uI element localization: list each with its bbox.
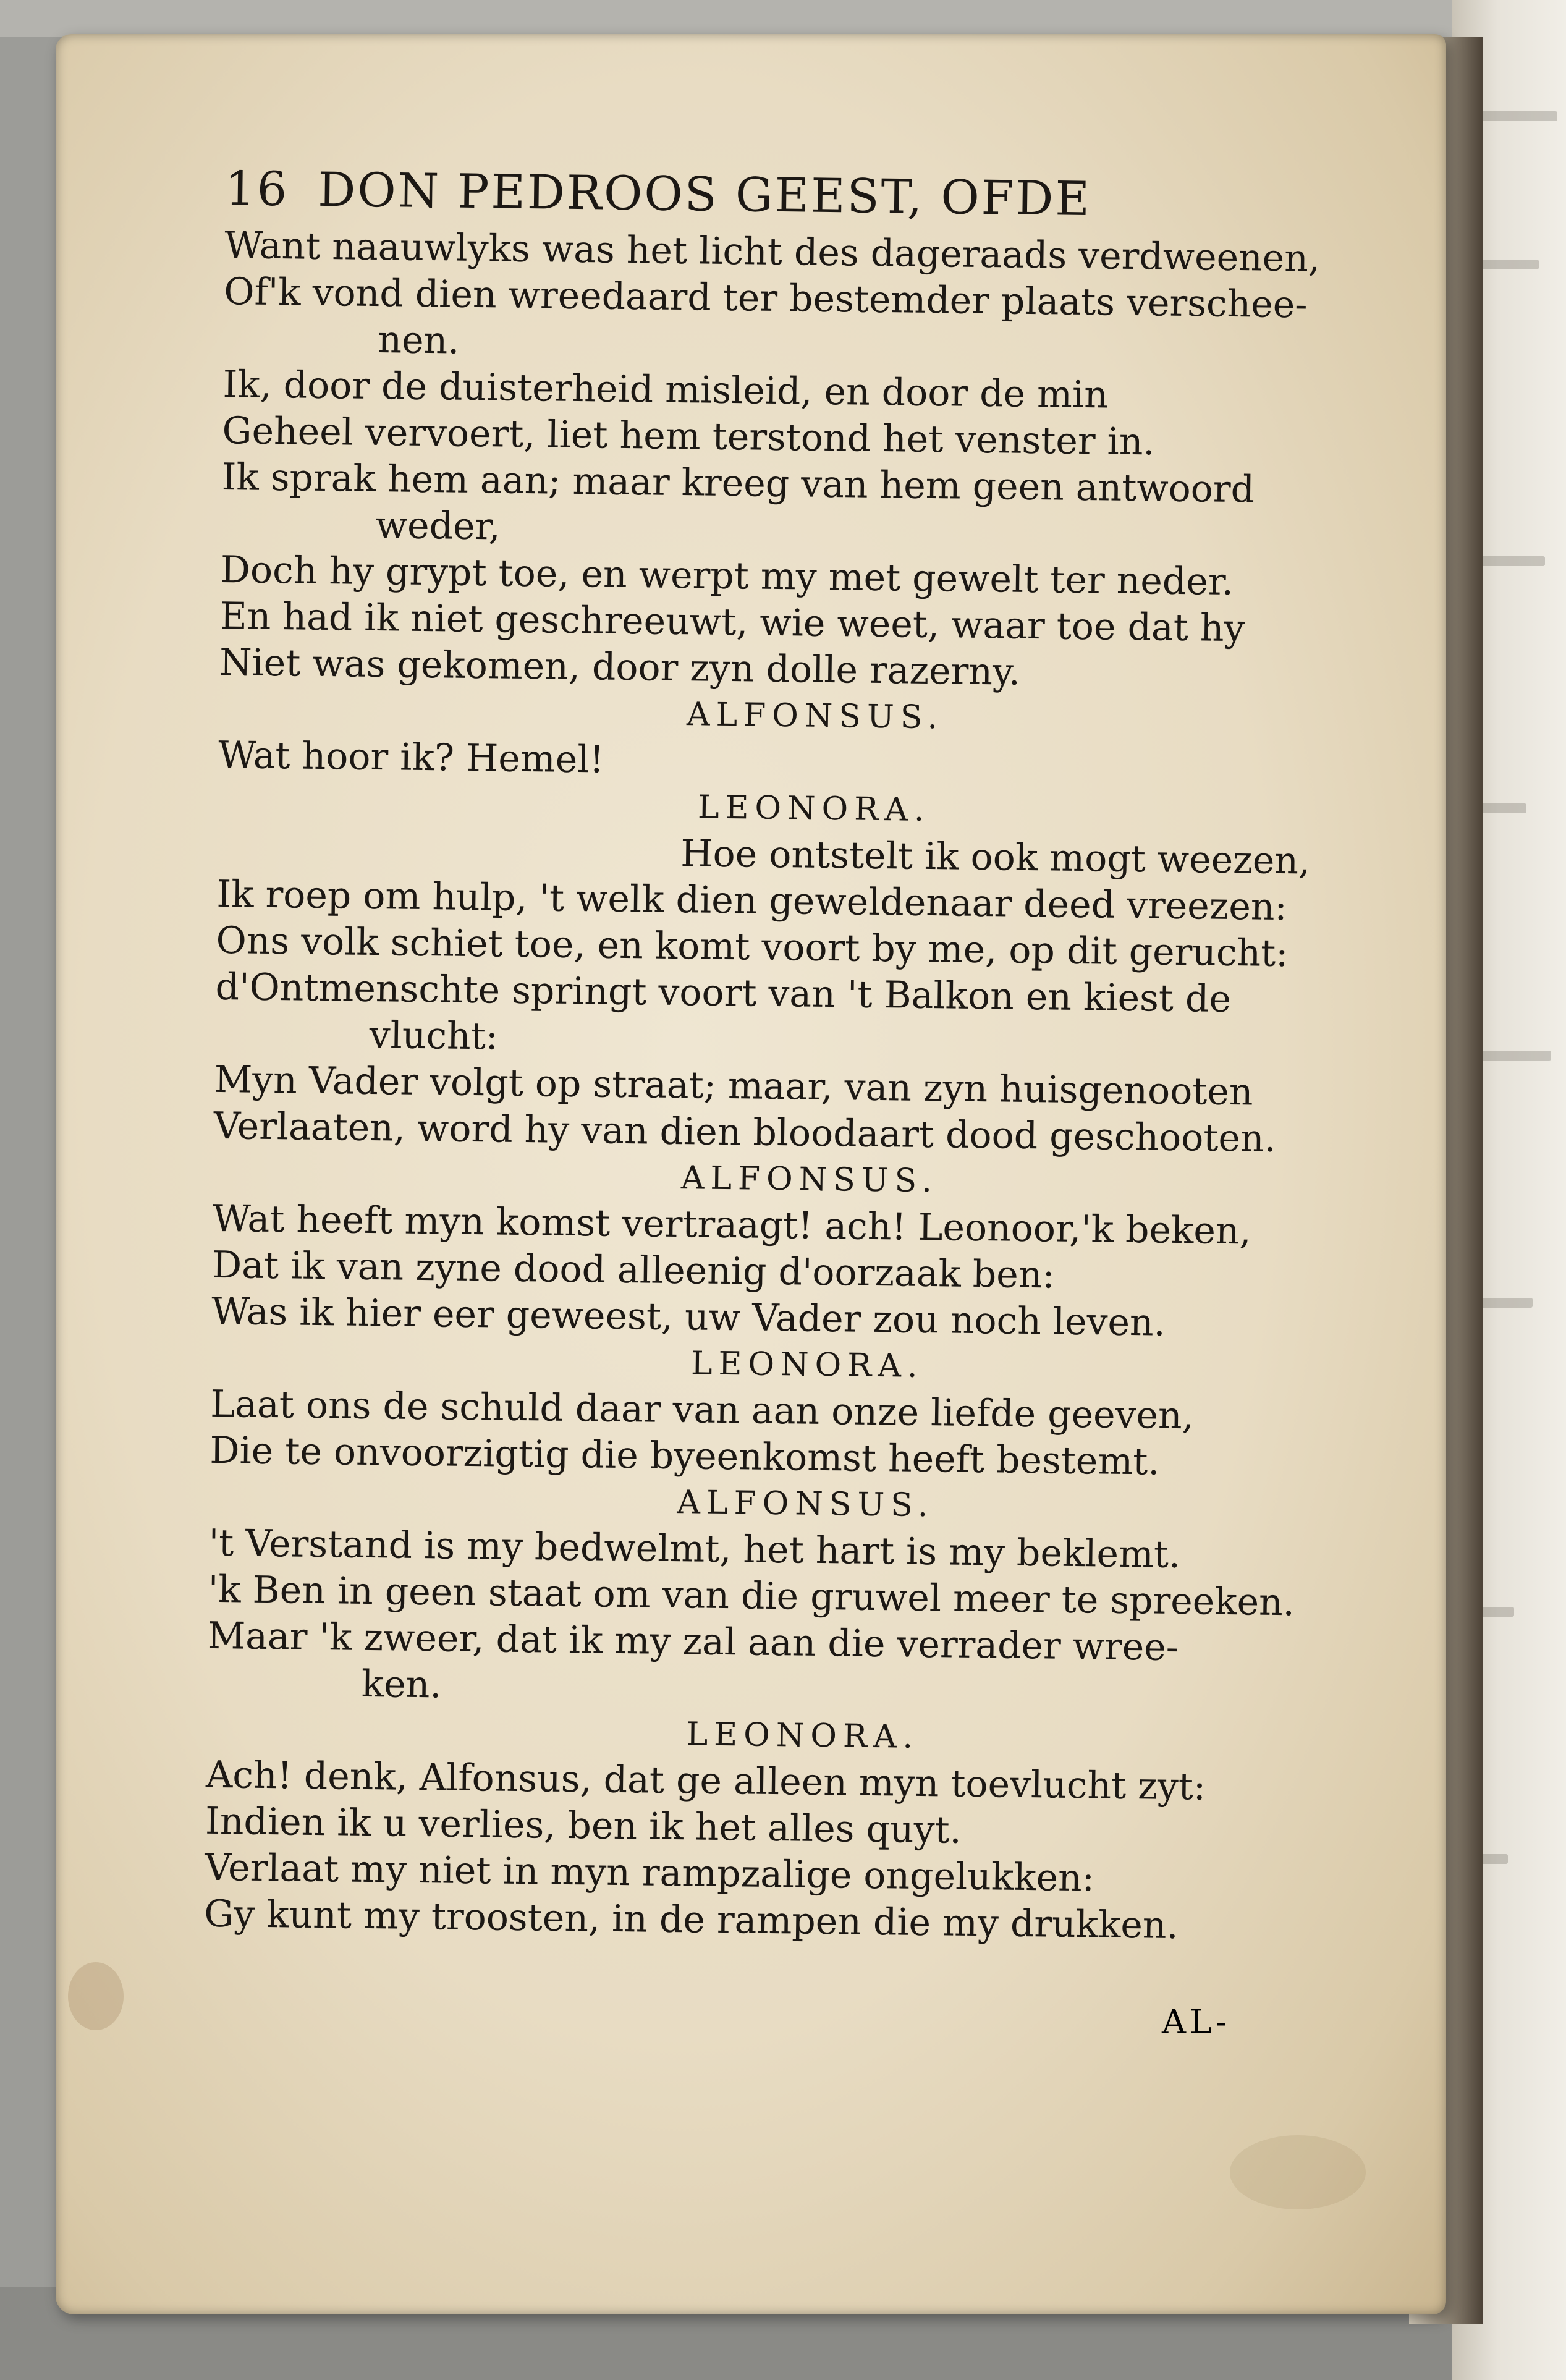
speaker-name: ALFONSUS. — [686, 696, 944, 737]
speaker-name: LEONORA. — [697, 789, 931, 829]
verse-line: Laat ons de schuld daar van aan onze liefde geeven, — [210, 1382, 1195, 1438]
verse-continuation: ken. — [361, 1662, 442, 1707]
verse-line: Myn Vader volgt op straat; maar, van zyn huisgenooten — [214, 1057, 1253, 1114]
paper-stain — [1230, 2135, 1366, 2209]
background-top — [0, 0, 1566, 37]
verse-line: Ach! denk, Alfonsus, dat ge alleen myn toevlucht zyt: — [205, 1753, 1206, 1809]
verse-line: Die te onvoorzigtig die byeenkomst heeft bestemt. — [210, 1428, 1160, 1484]
catchword: AL- — [1162, 2002, 1231, 2041]
page-text — [204, 161, 1418, 1952]
verse-continuation: weder, — [375, 504, 501, 549]
verse-line: Niet was gekomen, door zyn dolle razerny. — [219, 640, 1021, 694]
speaker-name: ALFONSUS. — [680, 1159, 939, 1200]
verse-continuation: vlucht: — [369, 1013, 499, 1059]
page-number: 16 — [224, 161, 289, 217]
paper-stain — [68, 1962, 124, 2030]
verse-line: Ik sprak hem aan; maar kreeg van hem geen antwoord — [221, 455, 1255, 512]
verse-line: Geheel vervoert, liet hem terstond het venster in. — [222, 409, 1155, 464]
verse-line: Ons volk schiet toe, en komt voort by me, op dit gerucht: — [216, 918, 1289, 976]
verse-line: d'Ontmenschte springt voort van 't Balkon en kiest de — [215, 965, 1232, 1021]
speaker-name: ALFONSUS. — [677, 1484, 934, 1525]
verse-line: Ik, door de duisterheid misleid, en door de min — [222, 362, 1109, 417]
verse-line: Doch hy grypt toe, en werpt my met gewelt ter neder. — [220, 548, 1234, 604]
verse-line: Indien ik u verlies, ben ik het alles quyt. — [205, 1799, 962, 1852]
speaker-name: LEONORA. — [686, 1716, 920, 1756]
verse-line: Maar 'k zweer, dat ik my zal aan die verrader wree- — [207, 1614, 1179, 1670]
speaker-name: LEONORA. — [690, 1345, 924, 1385]
verse-line: Dat ik van zyne dood alleenig d'oorzaak ben: — [211, 1243, 1056, 1297]
verse-line: Want naauwlyks was het licht des dageraads verdweenen, — [224, 223, 1321, 281]
verse-continuation: nen. — [378, 318, 460, 363]
book-page — [56, 34, 1446, 2314]
verse-line: Hoe ontstelt ik ook mogt weezen, — [680, 832, 1311, 883]
verse-lines — [204, 222, 1418, 1952]
verse-line: 'k Ben in geen staat om van die gruwel meer te spreeken. — [208, 1567, 1295, 1625]
verse-line: Ik roep om hulp, 't welk dien geweldenaar deed vreezen: — [216, 872, 1288, 930]
verse-line: En had ik niet geschreeuwt, wie weet, waar toe dat hy — [219, 594, 1245, 651]
verse-line: Was ik hier eer geweest, uw Vader zou noch leven. — [211, 1289, 1166, 1345]
verse-line: Of'k vond dien wreedaard ter bestemder plaats verschee- — [223, 269, 1308, 327]
verse-line: Verlaat my niet in myn rampzalige ongelukken: — [204, 1845, 1095, 1900]
running-title: DON PEDROOS GEEST, OFDE — [317, 161, 1092, 227]
verse-line: Verlaaten, word hy van dien bloodaart dood geschooten. — [213, 1104, 1277, 1161]
verse-line: Wat hoor ik? Hemel! — [218, 733, 605, 782]
facing-page-text-ghost — [1471, 111, 1557, 121]
verse-line: Wat heeft myn komst vertraagt! ach! Leonoor,'k beken, — [212, 1196, 1251, 1253]
verse-line: Gy kunt my troosten, in de rampen die my drukken. — [203, 1892, 1179, 1948]
verse-line: 't Verstand is my bedwelmt, het hart is my beklemt. — [208, 1521, 1181, 1577]
